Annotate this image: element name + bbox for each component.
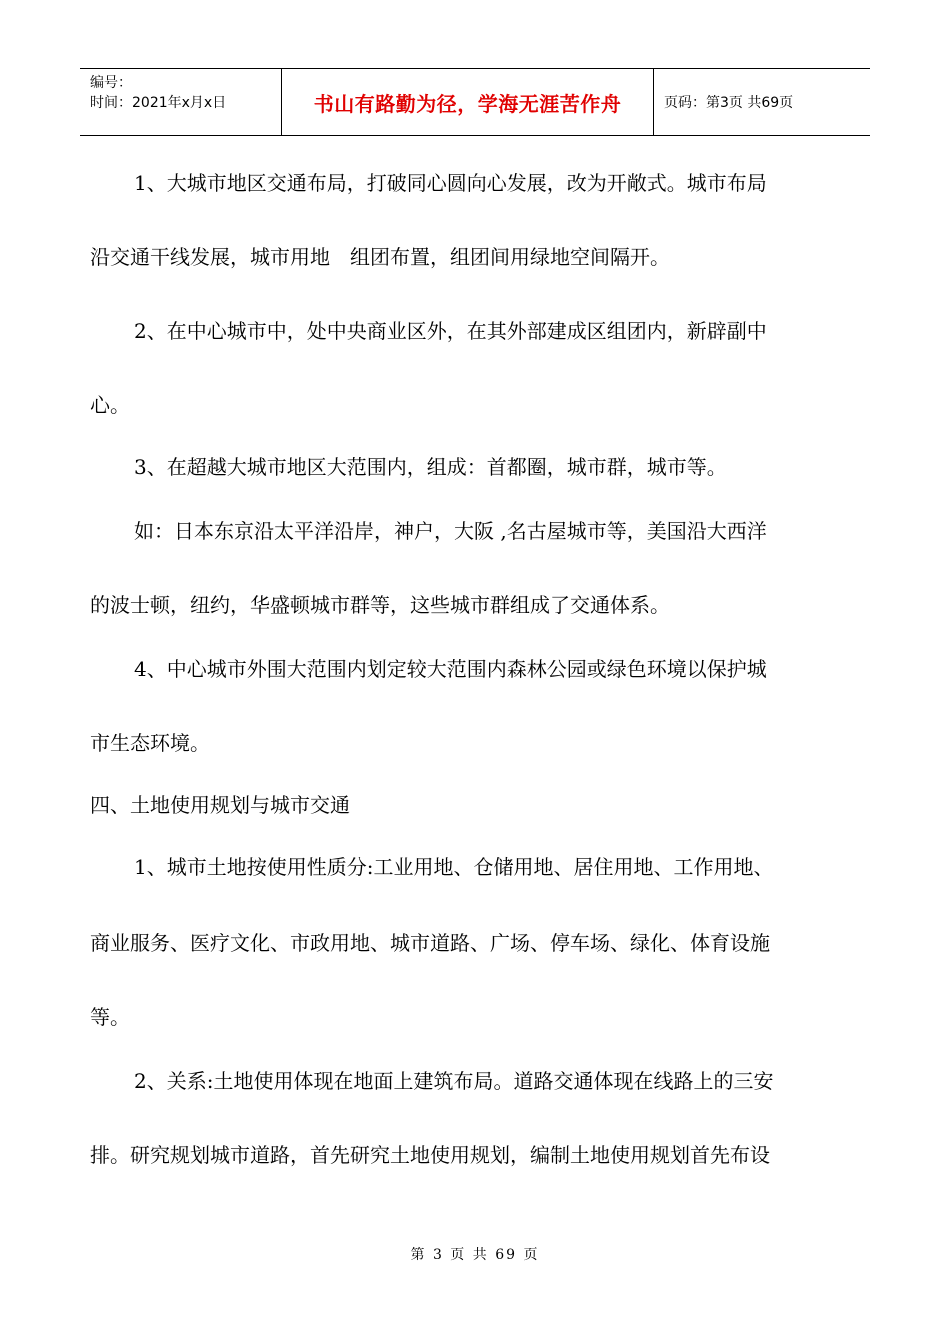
number-label: 编号： — [90, 75, 132, 91]
page-footer: 第 3 页 共 69 页 — [410, 1247, 540, 1263]
paragraph-line: 2、关系:土地使用体现在地面上建筑布局。道路交通体现在线路上的三安 — [134, 1069, 774, 1093]
paragraph-line: 市生态环境。 — [90, 731, 210, 755]
paragraph-line: 心。 — [90, 393, 130, 417]
paragraph-line: 如：日本东京沿太平洋沿岸，神户，大阪 ,名古屋城市等，美国沿大西洋 — [134, 519, 767, 543]
paragraph-line: 等。 — [90, 1005, 130, 1029]
time-label: 时间：2021年x月x日 — [90, 95, 227, 111]
header-page-cell — [654, 69, 870, 135]
document-header — [80, 68, 870, 136]
paragraph-line: 4、中心城市外围大范围内划定较大范围内森林公园或绿色环境以保护城 — [134, 657, 767, 681]
paragraph-line: 3、在超越大城市地区大范围内，组成：首都圈，城市群，城市等。 — [134, 455, 727, 479]
motto-text: 书山有路勤为径，学海无涯苦作舟 — [313, 91, 622, 116]
header-motto-cell — [282, 69, 654, 135]
paragraph-line: 的波士顿，纽约，华盛顿城市群等，这些城市群组成了交通体系。 — [90, 593, 670, 617]
paragraph-line: 商业服务、医疗文化、市政用地、城市道路、广场、停车场、绿化、体育设施 — [90, 931, 770, 955]
paragraph-line: 1、大城市地区交通布局，打破同心圆向心发展，改为开敞式。城市布局 — [134, 171, 767, 195]
page-label: 页码：第3页 共69页 — [664, 95, 794, 111]
paragraph-line: 2、在中心城市中，处中央商业区外，在其外部建成区组团内，新辟副中 — [134, 319, 767, 343]
paragraph-line: 1、城市土地按使用性质分:工业用地、仓储用地、居住用地、工作用地、 — [134, 855, 774, 879]
section-heading: 四、土地使用规划与城市交通 — [90, 793, 350, 817]
paragraph-line: 沿交通干线发展，城市用地 组团布置，组团间用绿地空间隔开。 — [90, 245, 670, 269]
paragraph-line: 排。研究规划城市道路，首先研究土地使用规划，编制土地使用规划首先布设 — [90, 1143, 770, 1167]
header-meta-cell — [80, 69, 282, 135]
